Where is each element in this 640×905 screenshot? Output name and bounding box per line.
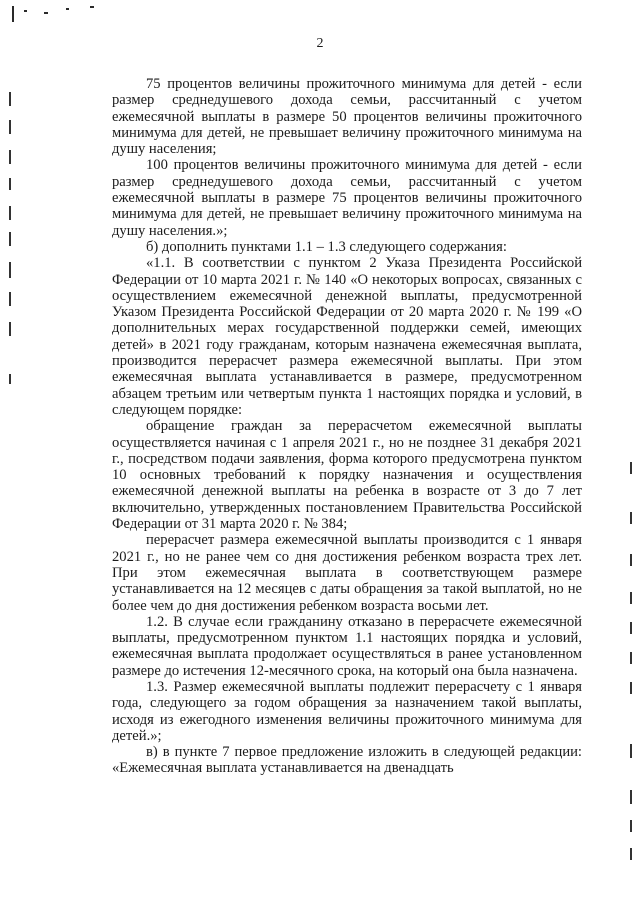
- margin-tick-right: [630, 554, 632, 566]
- margin-tick-right: [630, 462, 632, 474]
- paragraph: 75 процентов величины прожиточного минимума для детей - если размер среднедушевого дохода семьи, рассчитанный с учетом ежемесячной выплаты в размере 50 процентов величины прожиточного минимума для детей, не превышает величину прожиточного минимума на душу населения;: [112, 76, 582, 158]
- paragraph: 100 процентов величины прожиточного минимума для детей - если размер среднедушевого дохода семьи, рассчитанный с учетом ежемесячной выплаты в размере 75 процентов величины прожиточного минимума для детей, не превышает величину прожиточного минимума на душу населения.»;: [112, 157, 582, 239]
- margin-tick-left: [9, 322, 11, 336]
- scan-artifact-dot: [66, 8, 69, 10]
- scan-artifact-dot: [90, 6, 94, 8]
- margin-tick-right: [630, 592, 632, 604]
- margin-tick-left: [9, 374, 11, 384]
- paragraph: перерасчет размера ежемесячной выплаты производится с 1 января 2021 г., но не ранее чем со дня достижения ребенком возраста трех лет. При этом ежемесячная выплата в соответствующем размере устанавливается на 12 месяцев с даты обращения за такой выплатой, но не более чем до дня достижения ребенком возраста восьми лет.: [112, 532, 582, 614]
- scan-artifact-top-left: [12, 6, 14, 22]
- paragraph: 1.3. Размер ежемесячной выплаты подлежит перерасчету с 1 января года, следующего за годом обращения за назначением такой выплаты, исходя из ежегодного изменения величины прожиточного минимума для детей.»;: [112, 678, 582, 744]
- margin-tick-left: [9, 120, 11, 134]
- margin-tick-right: [630, 820, 632, 832]
- paragraph: б) дополнить пунктами 1.1 – 1.3 следующего содержания:: [146, 238, 507, 255]
- margin-tick-left: [9, 292, 11, 306]
- paragraph: «1.1. В соответствии с пунктом 2 Указа Президента Российской Федерации от 10 марта 2021 г. № 140 «О некоторых вопросах, связанных с осуществлением ежемесячной денежной выплаты, предусмотренной Указом Президента Российской Федерации от 20 марта 2020 г. № 199 «О дополнительных мерах государственной поддержки семей, имеющих детей» в 2021 году гражданам, которым назначена ежемесячная выплата, производится перерасчет размера ежемесячной выплаты. При этом ежемесячная выплата устанавливается в размере, предусмотренном абзацем третьим или четвертым пункта 1 настоящих порядка и условий, в следующем порядке:: [112, 255, 582, 418]
- scan-artifact-dot: [24, 10, 27, 12]
- scan-artifact-dot: [44, 12, 48, 14]
- margin-tick-left: [9, 150, 11, 164]
- margin-tick-left: [9, 178, 11, 190]
- paragraph: 1.2. В случае если гражданину отказано в перерасчете ежемесячной выплаты, предусмотренном пунктом 1.1 настоящих порядка и условий, ежемесячная выплата продолжает осуществляться в ранее установленном размере до истечения 12-месячного срока, на который она была назначена.: [112, 613, 582, 679]
- margin-tick-right: [630, 848, 632, 860]
- margin-tick-right: [630, 744, 632, 758]
- margin-tick-left: [9, 92, 11, 106]
- margin-tick-left: [9, 262, 11, 278]
- margin-tick-right: [630, 652, 632, 664]
- margin-tick-right: [630, 622, 632, 634]
- margin-tick-left: [9, 206, 11, 220]
- margin-tick-right: [630, 790, 632, 804]
- paragraph: в) в пункте 7 первое предложение изложить в следующей редакции: «Ежемесячная выплата устанавливается на двенадцать: [112, 744, 582, 777]
- page-number: 2: [316, 36, 324, 51]
- margin-tick-right: [630, 682, 632, 694]
- margin-tick-left: [9, 232, 11, 246]
- document-body: [112, 76, 582, 777]
- margin-tick-right: [630, 512, 632, 524]
- paragraph: обращение граждан за перерасчетом ежемесячной выплаты осуществляется начиная с 1 апреля 2021 г., но не позднее 31 декабря 2021 г., посредством подачи заявления, форма которого предусмотрена пунктом 10 основных требований к порядку назначения и осуществления ежемесячной денежной выплаты на ребенка в возрасте от 3 до 7 лет включительно, утвержденных постановлением Правительства Российской Федерации от 31 марта 2020 г. № 384;: [112, 418, 582, 533]
